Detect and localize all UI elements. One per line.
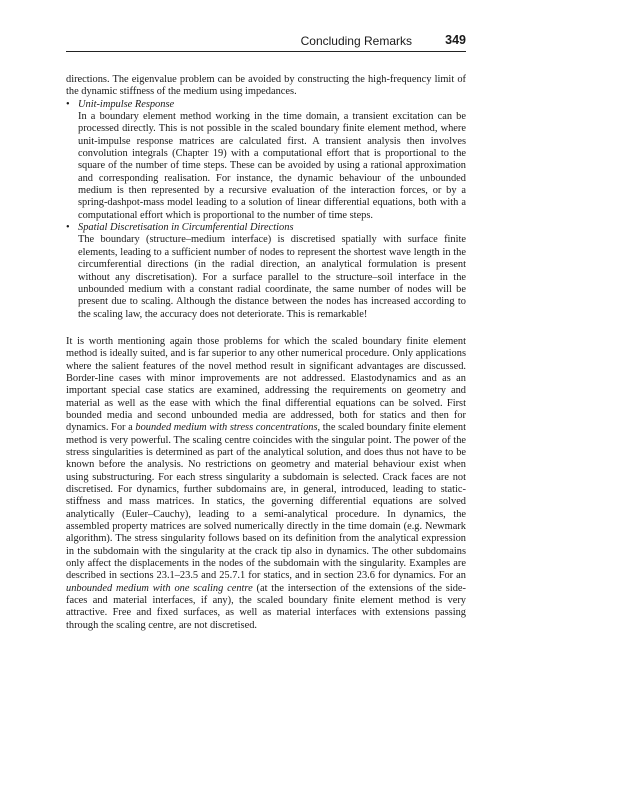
- body-text: [66, 74, 466, 632]
- bullet-heading-text: Spatial Discretisation in Circumferential Directions: [78, 222, 294, 234]
- main-text-part1: It is worth mentioning again those problems for which the scaled boundary finite element method is ideally suited, and is far superior to any other numerical procedure. Only applications where the salient features of the novel method result in significant advantages are discussed. Border-line cases with minor improvements are not addressed. Elastodynamics and as an important special case statics are examined, addressing the requirements on geometry and material as well as the ease with which the final differential equations can be solved. First bounded media and second unbounded media are addressed, both for statics and then for dynamics. For a: [66, 335, 466, 434]
- bullet-spatial-discretisation: [66, 222, 466, 321]
- bullet-body: In a boundary element method working in the time domain, a transient excitation can be processed directly. This is not possible in the scaled boundary finite element method, where unit-impulse response matrices are calculated first. A transient analysis then involves convolution integrals (Chapter 19) with a computational effort that is proportional to the square of the number of time steps. These can be avoided by using a rational approximation and corresponding realisation. For instance, the dynamic behaviour of the unbounded medium is then represented by a recursive evaluation of the interaction forces, or by a spring-dashpot-mass model leading to a solution of linear differential equations, both with a computational effort which is proportional to the number of time steps.: [78, 111, 466, 221]
- emphasis-unbounded-medium: unbounded medium with one scaling centre: [66, 582, 253, 594]
- page-number: 349: [445, 33, 466, 47]
- chapter-title: Concluding Remarks: [300, 34, 412, 48]
- main-paragraph: [66, 336, 466, 632]
- main-text-part3: (at the intersection of the extensions of the side-faces and material interfaces, if any), the scaled boundary finite element method is very attractive. Free and fixed surfaces, as well as material interfaces with extensions passing through the scaling centre, are not discretised.: [66, 582, 466, 631]
- bullet-heading: [66, 98, 466, 111]
- bullet-heading-text: Unit-impulse Response: [78, 98, 175, 110]
- emphasis-bounded-medium: bounded medium with stress concentrations: [135, 422, 318, 434]
- running-header: [66, 31, 466, 52]
- bullet-heading: [66, 222, 466, 234]
- intro-paragraph: directions. The eigenvalue problem can be avoided by constructing the high-frequency limit of the dynamic stiffness of the medium using impedances.: [66, 74, 466, 98]
- main-text-part2: , the scaled boundary finite element method is very powerful. The scaling centre coincides with the singular point. The power of the stress singularities is determined as part of the analytical solution, and does thus not have to be known before the analysis. No restrictions on geometry and material behaviour exist when using substructuring. For each stress singularity a subdomain is selected. Crack faces are not discretised. For dynamics, further subdomains are, in general, introduced, leading to static-stiffness and mass matrices. In statics, the governing differential equations are solved analytically (Euler–Cauchy), leading to a semi-analytical procedure. In dynamics, the assembled property matrices are solved numerically directly in the time domain (e.g. Newmark algorithm). The stress singularity follows based on its definition from the analytical expression in the subdomain with the singularity at the crack tip also in dynamics. The other subdomains only affect the displacements in the nodes of the subdomain with the singularity. Examples are described in sections 23.1–23.5 and 25.7.1 for statics, and in section 23.6 for dynamics. For an: [66, 422, 467, 582]
- bullet-icon: •: [66, 222, 70, 234]
- bullet-body: The boundary (structure–medium interface) is discretised spatially with surface finite elements, leading to a sufficient number of nodes to represent the shortest wave length in the circumferential directions (in the radial direction, an analytical formulation is present without any discretisation). For a surface parallel to the structure–soil interface in the unbounded medium with a constant radial coordinate, the same number of nodes will be present due to scaling. Although the distance between the nodes has increased according to the scaling law, the accuracy does not deteriorate. This is remarkable!: [78, 234, 466, 320]
- bullet-icon: •: [66, 98, 70, 110]
- bullet-unit-impulse: [66, 99, 466, 222]
